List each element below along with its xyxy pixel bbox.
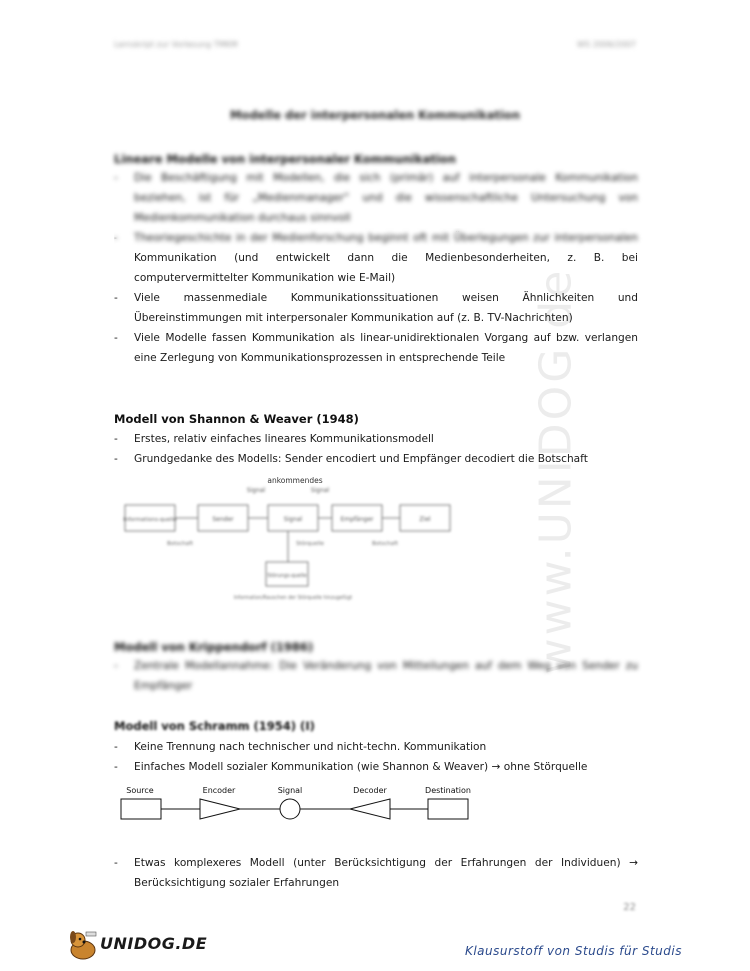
signal-circle [280,799,300,819]
shannon-list [114,429,638,469]
footer-tagline: Klausurstoff von Studis für Studis [464,944,682,958]
list-item: - Viele Modelle fassen Kommunikation als linear-unidirektionalen Vorgang auf bzw. verlangen eine Zerlegung von Kommunikationsprozessen in entsprechende Teile [114,332,638,364]
label-ankommendes: ankommendes [267,476,323,485]
linear-list [114,168,638,368]
schramm-list-2 [114,853,638,893]
label-decoder: Decoder [353,786,387,795]
schramm-list [114,737,638,777]
list-item: - Zentrale Modellannahme: Die Veränderung von Mitteilungen auf dem Weg von Sender zu Empfänger [114,660,638,692]
svg-text:Störungs-quelle: Störungs-quelle [267,573,307,579]
destination-box [428,799,468,819]
list-item: - Einfaches Modell sozialer Kommunikation (wie Shannon & Weaver) → ohne Störquelle [114,761,588,773]
krippendorf-list [114,656,638,696]
label-signal-top: Signal [246,487,266,494]
blur-overlay [114,228,644,248]
section-heading-linear: Lineare Modelle von interpersonaler Kommunikation [114,152,456,166]
label-signal: Signal [277,786,303,795]
label-source: Source [126,786,154,795]
svg-text:Signal: Signal [283,516,303,523]
list-item: - Etwas komplexeres Modell (unter Berücksichtigung der Erfahrungen der Individuen) → Berücksichtigung sozialer Erfahrungen [114,857,638,889]
svg-text:Botschaft: Botschaft [371,541,399,547]
dog-icon [66,928,102,962]
list-item: - Erstes, relativ einfaches lineares Kommunikationsmodell [114,433,434,445]
unidog-logo [66,928,208,962]
decoder-triangle [350,799,390,819]
svg-text:Sender: Sender [212,516,234,523]
svg-text:Störquelle: Störquelle [296,541,324,547]
encoder-triangle [200,799,240,819]
page-title: Modelle der interpersonalen Kommunikation [229,108,521,122]
list-item: - Grundgedanke des Modells: Sender encodiert und Empfänger decodiert die Botschaft [114,453,588,465]
svg-text:Empfänger: Empfänger [340,516,374,523]
svg-text:Information/Rauschen der Störq: Information/Rauschen der Störquelle hinzugefügt [233,596,353,601]
list-item: - Viele massenmediale Kommunikationssituationen weisen Ähnlichkeiten und Übereinstimmungen mit interpersonaler Kommunikation auf (z. B. TV-Nachrichten) [114,292,638,324]
header-right: WS 2006/2007 [577,40,636,49]
label-encoder: Encoder [202,786,236,795]
page-number: 22 [623,902,636,913]
list-item: - Die Beschäftigung mit Modellen, die sich (primär) auf interpersonale Kommunikation beziehen, ist für „Medienmanager“ und die wissenschaftliche Untersuchung von Medienkommunikation durchaus sinnvoll [114,172,638,224]
watermark: www.UNIDOG.de [530,267,582,675]
svg-text:Ziel: Ziel [419,516,431,523]
svg-text:Informations-quelle: Informations-quelle [123,517,177,523]
svg-text:Botschaft: Botschaft [166,541,194,547]
logo-text: UNIDOG.DE [100,934,208,953]
section-heading-krippendorf: Modell von Krippendorf (1986) [114,640,314,654]
list-item: - Keine Trennung nach technischer und nicht-techn. Kommunikation [114,741,487,753]
source-box [121,799,161,819]
label-destination: Destination [425,786,471,795]
header-left: Lernskript zur Vorlesung TMKM [114,40,238,49]
label-signal-right: Signal [310,487,330,494]
section-heading-shannon: Modell von Shannon & Weaver (1948) [114,412,359,426]
list-item: - Theoriegeschichte in der Medienforschung beginnt oft mit Überlegungen zur interpersonalen Kommunikation (und entwickelt dann die Medienbesonderheiten, z. B. bei computervermittelter Kommunikation wie E-Mail) [114,232,638,284]
section-heading-schramm: Modell von Schramm (1954) (I) [114,719,315,733]
shannon-weaver-diagram [120,474,460,614]
schramm-diagram [118,782,478,826]
